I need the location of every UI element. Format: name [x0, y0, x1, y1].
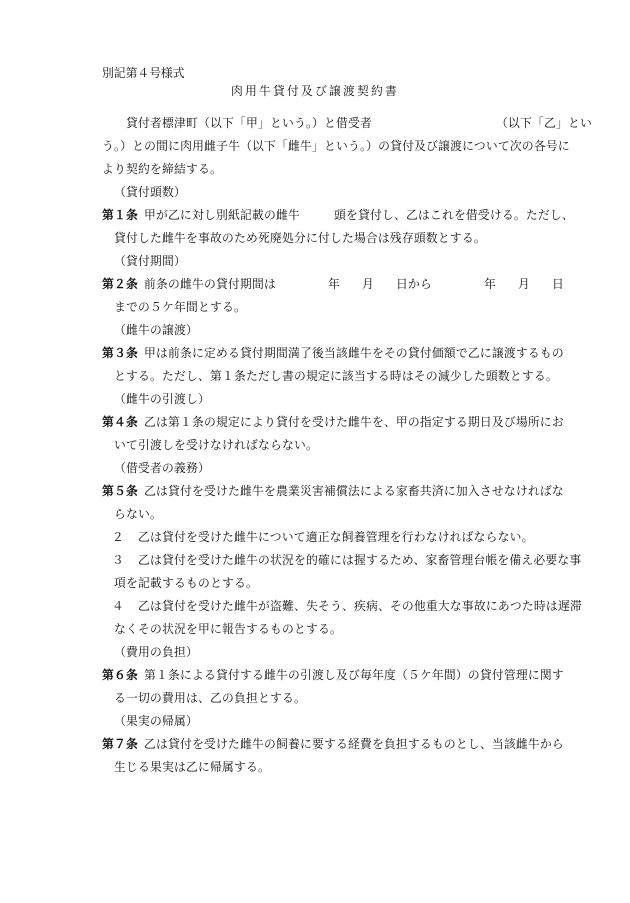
article-6-heading: （費用の負担）	[114, 645, 198, 659]
article-5-item-4	[102, 595, 582, 618]
form-label: 別記第４号様式	[102, 66, 185, 80]
article-5-item-4-line-2: なくその状況を甲に報告するものとする。	[114, 622, 342, 636]
month-label: 月	[361, 277, 374, 291]
article-7-line-2: 生じる果実は乙に帰属する。	[114, 760, 270, 774]
article-7-line-1	[102, 733, 577, 756]
article-1-heading: （貸付頭数）	[114, 185, 186, 199]
article-3-label: 第３条	[102, 346, 138, 360]
article-7-heading: （果実の帰属）	[114, 714, 198, 728]
article-text: 乙は貸付を受けた雌牛を農業災害補償法による家畜共済に加入させなければな	[144, 484, 564, 498]
article-5-item-2	[102, 526, 577, 549]
item-number: ３	[112, 553, 124, 567]
preamble-text: 貸付者標津町（以下「甲」という。）と借受者	[126, 116, 373, 130]
article-1-line-2: 貸付した雌牛を事故のため死廃処分に付した場合は残存頭数とする。	[114, 231, 486, 245]
article-6-line-2: る一切の費用は、乙の負担とする。	[114, 691, 306, 705]
article-5-heading: （借受者の義務）	[114, 461, 210, 475]
article-text: 前条の雌牛の貸付期間は	[144, 277, 276, 291]
article-2-label: 第２条	[102, 277, 138, 291]
article-2-line-2: までの５ケ年間とする。	[114, 300, 246, 314]
article-4-label: 第４条	[102, 415, 138, 429]
article-7-label: 第７条	[102, 737, 138, 751]
month-label: 月	[517, 277, 530, 291]
article-5-line-1	[102, 480, 577, 503]
article-2-heading: （貸付期間）	[114, 254, 186, 268]
preamble-line-1	[102, 112, 593, 135]
article-3-line-2: とする。ただし、第１条ただし書の規定に該当する時はその減少した頭数とする。	[114, 369, 558, 383]
preamble-text: （以下「乙」とい	[496, 116, 593, 130]
document-title: 肉用牛貸付及び譲渡契約書	[231, 84, 399, 98]
article-5-line-2: らない。	[114, 507, 162, 521]
article-5-item-3	[102, 549, 582, 572]
article-5-item-3-line-2: 項を記載するものとする。	[114, 576, 258, 590]
article-text: 甲は前条に定める貸付期間満了後当該雌牛をその貸付価額で乙に譲渡するもの	[144, 346, 564, 360]
article-3-heading: （雌牛の譲渡）	[114, 323, 198, 337]
day-from-label: 日から	[395, 277, 432, 291]
year-label: 年	[483, 277, 496, 291]
item-text: 乙は貸付を受けた雌牛の状況を的確には握するため、家畜管理台帳を備え必要な事	[138, 553, 582, 567]
article-text: 第１条による貸付する雌牛の引渡し及び毎年度（５ケ年間）の貸付管理に関す	[144, 668, 564, 682]
article-text: 乙は第１条の規定により貸付を受けた雌牛を、甲の指定する期日及び場所にお	[144, 415, 564, 429]
article-text: 頭を貸付し、乙はこれを借受ける。ただし、	[333, 208, 574, 222]
article-1-line-1	[102, 204, 577, 227]
article-4-heading: （雌牛の引渡し）	[114, 392, 210, 406]
article-text: 乙は貸付を受けた雌牛の飼養に要する経費を負担するものとし、当該雌牛から	[144, 737, 564, 751]
document-body	[102, 112, 593, 779]
preamble-line-3: より契約を締結する。	[102, 162, 222, 176]
article-5-label: 第５条	[102, 484, 138, 498]
article-1-label: 第１条	[102, 208, 138, 222]
article-4-line-1	[102, 411, 577, 434]
article-2-line-1	[102, 273, 577, 296]
year-label: 年	[327, 277, 340, 291]
item-text: 乙は貸付を受けた雌牛について適正な飼養管理を行わなければならない。	[138, 530, 534, 544]
article-6-label: 第６条	[102, 668, 138, 682]
preamble-line-2: う。）との間に肉用雌子牛（以下「雌牛」という。）の貸付及び譲渡について次の各号に	[102, 139, 570, 153]
article-6-line-1	[102, 664, 577, 687]
article-text: 甲が乙に対し別紙記載の雌牛	[144, 208, 300, 222]
item-number: ４	[112, 599, 124, 613]
day-label: 日	[551, 277, 564, 291]
item-text: 乙は貸付を受けた雌牛が盗難、失そう、疾病、その他重大な事故にあつた時は遅滞	[138, 599, 582, 613]
article-4-line-2: いて引渡しを受けなければならない。	[114, 438, 318, 452]
article-3-line-1	[102, 342, 577, 365]
item-number: ２	[112, 530, 124, 544]
